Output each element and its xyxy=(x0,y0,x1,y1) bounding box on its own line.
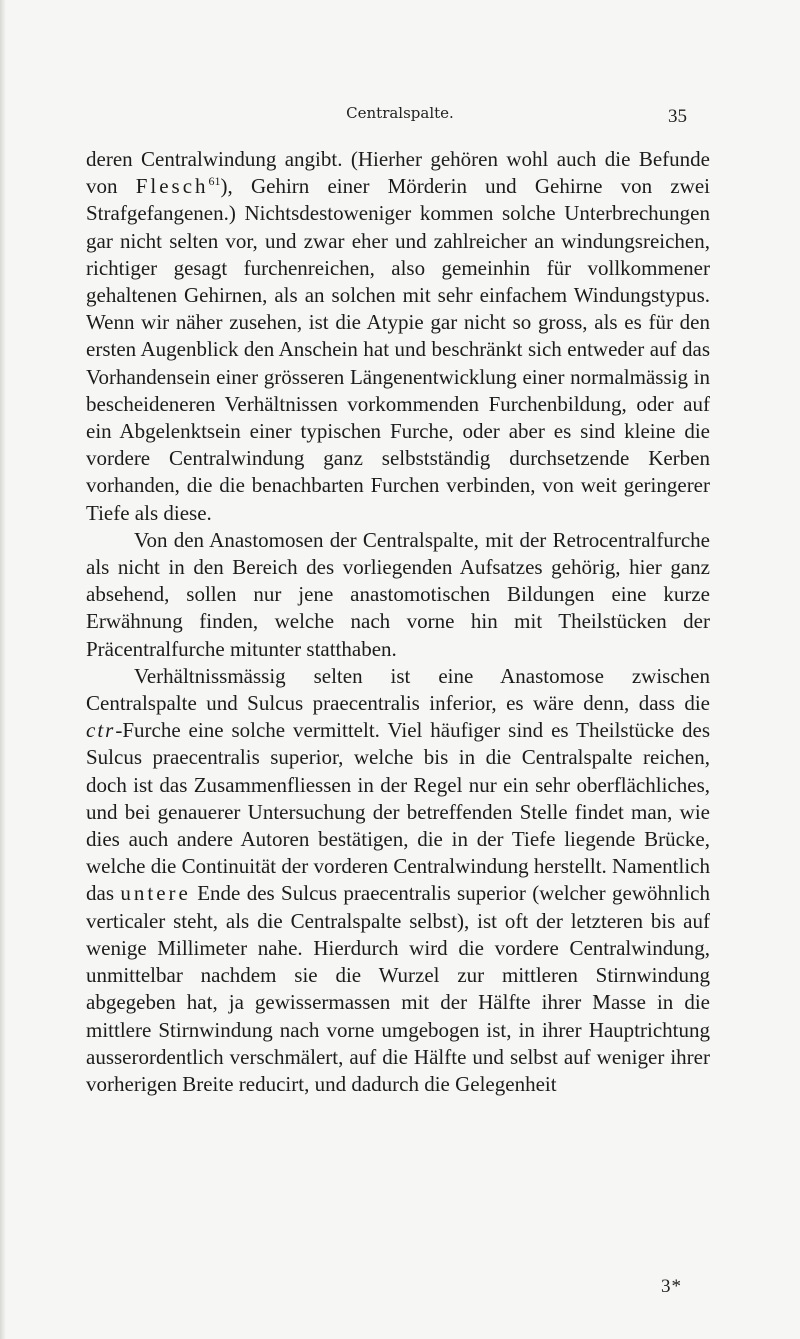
printer-signature: 3* xyxy=(661,1276,682,1297)
body-text xyxy=(86,146,710,1098)
text-run: -Furche eine solche vermittelt. Viel häufiger sind es Theilstücke des Sulcus praecentralis superior, welche bis in die Centralspalte reichen, doch ist das Zusammenfliessen in der Regel nur ein sehr oberflächliches, und bei genauerer Untersuchung der betreffenden Stelle findet man, wie dies auch andere Autoren bestätigen, die in der Tiefe liegende Brücke, welche die Continuität der vorderen Centralwindung herstellt. Namentlich das xyxy=(86,718,710,906)
italic-term: ctr xyxy=(86,718,116,743)
text-run: ), Gehirn einer Mörderin und Gehirne von zwei Strafgefangenen.) Nichtsdestoweniger kommen solche Unterbrechungen gar nicht selten vor, und zwar eher und zahlreicher an windungsreichen, richtiger gesagt furchenreichen, also gemeinhin für vollkommener gehaltenen Gehirnen, als an solchen mit sehr einfachem Windungstypus. Wenn wir näher zusehen, ist die Atypie gar nicht so gross, als es für den ersten Augenblick den Anschein hat und beschränkt sich entweder auf das Vorhandensein einer grösseren Längenentwicklung einer normalmässig in bescheideneren Verhältnissen vorkommenden Furchenbildung, oder auf ein Abgelenktsein einer typischen Furche, oder aber es sind kleine die vordere Centralwindung ganz selbstständig durchsetzende Kerben vorhanden, die die benachbarten Furchen verbinden, von weit geringerer Tiefe als diese. xyxy=(86,174,711,525)
paragraph xyxy=(86,663,710,1098)
text-run: Verhältnissmässig selten ist eine Anastomose zwischen Centralspalte und Sulcus praecentralis inferior, es wäre denn, dass die xyxy=(86,663,710,716)
text-run: deren Centralwindung angibt. (Hierher gehören wohl auch die Befunde von xyxy=(86,147,710,199)
page-number: 35 xyxy=(668,106,687,127)
spaced-emphasis: Flesch xyxy=(135,174,209,199)
paragraph xyxy=(86,527,710,663)
text-run: Von den Anastomosen der Centralspalte, mit der Retrocentralfurche als nicht in den Bereich des vorliegenden Aufsatzes gehörig, hier ganz absehend, sollen nur jene anastomotischen Bildungen eine kurze Erwähnung finden, welche nach vorne hin mit Theilstücken der Präcentralfurche mitunter statthaben. xyxy=(86,527,710,661)
spaced-emphasis: untere xyxy=(120,881,191,906)
paragraph xyxy=(86,146,710,527)
running-head xyxy=(0,104,800,128)
text-run: Ende des Sulcus praecentralis superior (welcher gewöhnlich verticaler steht, als die Centralspalte selbst), ist oft der letzteren bis auf wenige Millimeter nahe. Hierdurch wird die vordere Centralwindung, unmittelbar nachdem sie die Wurzel zur mittleren Stirnwindung abgegeben hat, ja gewissermassen mit der Hälfte ihrer Masse in die mittlere Stirnwindung nach vorne umgebogen ist, in ihrer Hauptrichtung ausserordentlich verschmälert, auf die Hälfte und selbst auf weniger ihrer vorherigen Breite reducirt, und dadurch die Gelegenheit xyxy=(86,881,710,1096)
running-title: Centralspalte. xyxy=(346,104,454,122)
footnote-ref: 61 xyxy=(208,174,221,189)
